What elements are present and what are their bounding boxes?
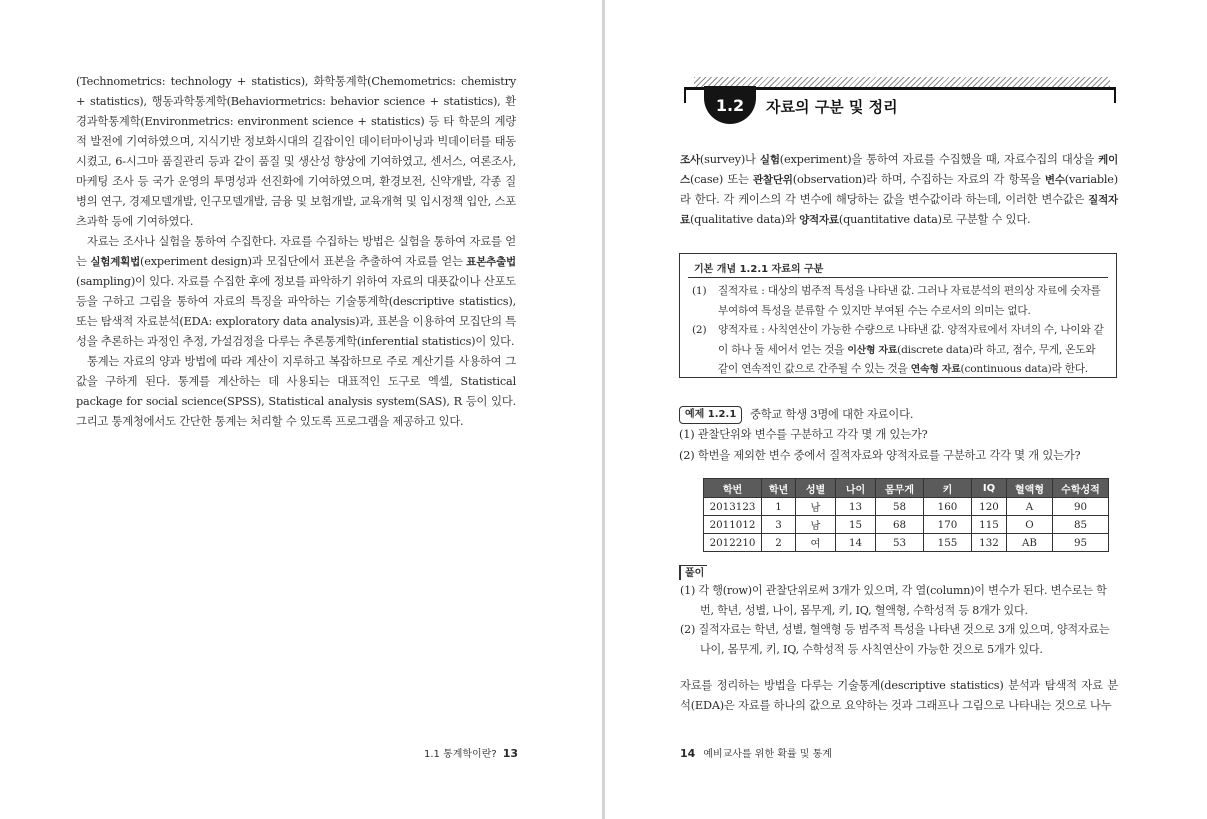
text-run: (survey)나 [699,153,760,166]
cell: 132 [972,534,1007,552]
cell: 95 [1053,534,1109,552]
page-number: 13 [502,747,519,760]
table-header-row [704,479,1109,498]
col-header: 몸무게 [876,479,924,498]
table-row [704,498,1109,516]
concept-item-1 [690,282,1108,321]
text-run: (sampling)이 있다. 자료를 수집한 후에 정보를 파악하기 위하여 자료의 대푯값이나 산포도 등을 구하고 그림을 통하여 자료의 특징을 파악하는 기술통계학(descriptive statistics), 또는 탐색적 자료분석(EDA: exploratory data analysis)과, 표본을 이용하여 모집단의 특성을 추론하는 과정인 추정, 가설검정을 다루는 추론통계학(inferential statistics)이 있다. [76,275,516,348]
text-run: 양적자료 : 사칙연산이 가능한 수량으로 나타낸 값. 양적자료에서 자녀의 수, 나이와 같이 하나 둘 세어서 얻는 것을 [718,324,1104,356]
cell: 14 [836,534,876,552]
cell: 2013123 [704,498,762,516]
example-question-2: (2) 학번을 제외한 변수 중에서 질적자료와 양적자료를 구분하고 각각 몇 개 있는가? [679,449,1081,462]
section-header-tick-right [1114,87,1116,103]
text-run: (variable)라 한다. 각 케이스의 각 변수에 해당하는 값을 변수값이라 하는데, 이러한 변수값은 [680,173,1118,206]
left-body-text [76,72,516,432]
solution-block [680,581,1118,659]
cell: 남 [796,516,836,534]
cell: 115 [972,516,1007,534]
col-header: 혈액형 [1007,479,1053,498]
solution-line-2: (2) 질적자료는 학년, 성별, 혈액형 등 범주적 특성을 나타낸 것으로 3개 있으며, 양적자료는 나이, 몸무게, 키, IQ, 수학성적 등 사칙연산이 가능한 것으로 5개가 있다. [680,623,1110,656]
solution-line-1: (1) 각 행(row)이 관찰단위로써 3개가 있으며, 각 열(column)이 변수가 된다. 변수로는 학번, 학년, 성별, 나이, 몸무게, 키, IQ, 혈액형, 수학성적 등 8개가 있다. [680,584,1107,617]
term-continuous: 연속형 자료 [910,364,961,375]
section-header-hatch [694,77,1110,87]
text-run: (experiment)을 통하여 자료를 수집했을 때, 자료수집의 대상을 [779,153,1099,166]
cell: 160 [924,498,972,516]
cell: 2011012 [704,516,762,534]
term-case: 케이스 [680,154,1119,186]
col-header: 나이 [836,479,876,498]
cell: 90 [1053,498,1109,516]
concept-items [690,282,1108,380]
term-experiment-design: 실험계획법 [90,256,141,268]
page-divider [602,0,605,819]
page-number: 14 [680,747,696,760]
cell: 2 [762,534,796,552]
example-intro: 중학교 학생 3명에 대한 자료이다. [750,408,914,421]
example-badge: 예제 1.2.1 [679,406,742,424]
closing-paragraph: 자료를 정리하는 방법을 다루는 기술통계(descriptive statistics) 분석과 탐색적 자료 분석(EDA)은 자료를 하나의 값으로 요약하는 것과 그래프나 그림으로 나타내는 것으로 나누 [680,679,1118,712]
cell: AB [1007,534,1053,552]
term-experiment: 실험 [759,154,780,166]
cell: 13 [836,498,876,516]
left-footer [424,745,518,760]
concept-box [679,253,1117,378]
cell: 남 [796,498,836,516]
cell: O [1007,516,1053,534]
cell: 3 [762,516,796,534]
section-header-tick-left [684,87,686,103]
right-page [606,0,1207,819]
left-paragraph-2 [76,232,516,352]
text-run: (continuous data)라 한다. [960,363,1088,375]
term-observation: 관찰단위 [752,174,793,186]
col-header: 성별 [796,479,836,498]
col-header: 수학성적 [1053,479,1109,498]
item-text: 질적자료 : 대상의 범주적 특성을 나타낸 값. 그러나 자료분석의 편의상 자료에 숫자를 부여하여 특성을 분류할 수 있지만 부여된 수는 수로서의 의미는 없다. [718,285,1101,317]
term-qualitative: 질적자료 [680,194,1118,226]
term-sampling: 표본추출법 [466,256,516,268]
term-discrete: 이산형 자료 [847,344,898,356]
student-data-table [703,478,1109,552]
intro-paragraph [680,150,1118,230]
text-run: (quantitative data)로 구분할 수 있다. [838,213,1031,226]
cell: 68 [876,516,924,534]
term-survey: 조사 [680,154,700,166]
term-quantitative: 양적자료 [799,214,839,226]
cell: 53 [876,534,924,552]
left-paragraph-3: 통계는 자료의 양과 방법에 따라 계산이 지루하고 복잡하므로 주로 계산기를 사용하여 그 값을 구하게 된다. 통계를 계산하는 데 사용되는 대표적인 도구로 엑셀, Statistical package for social science(SPSS), Statistical analysis system(SAS), R 등이 있다. 그리고 통계청에서도 간단한 통계는 처리할 수 있도록 프로그램을 제공하고 있다. [76,355,516,428]
left-paragraph-1: (Technometrics: technology + statistics), 화학통계학(Chemometrics: chemistry + statistics), 행동과학통계학(Behaviormetrics: behavior science + statistics), 환경과학통계학(Environmetrics: environment science + statistics) 등 타 학문의 계량적 발전에 기여하였으며, 지식기반 정보화시대의 길잡이인 데이터마이닝과 빅데이터를 태동시켰고, 6-시그마 품질관리 등과 같이 품질 및 생산성 향상에 기여하였고, 센서스, 여론조사, 마케팅 조사 등 국가 운영의 투명성과 선진화에 기여하였으며, 환경보전, 신약개발, 각종 질병의 연구, 경제모델개발, 인구모델개발, 금융 및 보험개발, 교육개혁 및 입시정책 입안, 스포츠과학 등에 기여하였다. [76,75,516,228]
section-title: 자료의 구분 및 정리 [766,98,898,116]
cell: 85 [1053,516,1109,534]
book-title-label: 예비교사를 위한 확률 및 통계 [703,749,832,760]
text-run: (experiment design)과 모집단에서 표본을 추출하여 자료를 얻는 [140,255,467,268]
concept-title: 기본 개념 1.2.1 자료의 구분 [694,264,824,275]
example-question-1: (1) 관찰단위와 변수를 구분하고 각각 몇 개 있는가? [679,428,928,441]
col-header: 학년 [762,479,796,498]
solution-badge: 풀이 [679,565,707,580]
concept-item-2 [690,321,1108,380]
table-row [704,534,1109,552]
text-run: (qualitative data)와 [689,213,800,226]
section-number-badge: 1.2 [704,86,756,124]
cell: 120 [972,498,1007,516]
col-header: 키 [924,479,972,498]
cell: 155 [924,534,972,552]
left-page [0,0,603,819]
cell: A [1007,498,1053,516]
concept-divider [688,277,1108,278]
col-header: 학번 [704,479,762,498]
col-header: IQ [972,479,1007,498]
term-variable: 변수 [1044,174,1065,186]
cell: 여 [796,534,836,552]
text-run: (discrete data)라 하고, 점수, 무게, 온도와 같이 연속적인 값으로 간주될 수 있는 것을 [718,343,1096,375]
running-header-label: 1.1 통계학이란? [424,749,497,760]
item-label: (2) [692,324,707,336]
cell: 1 [762,498,796,516]
text-run: 자료는 조사나 실험을 통하여 수집한다. 자료를 수집하는 방법은 실험을 통하여 자료를 얻는 [76,235,516,268]
cell: 170 [924,516,972,534]
item-label: (1) [692,285,707,297]
cell: 58 [876,498,924,516]
cell: 15 [836,516,876,534]
table-row [704,516,1109,534]
text-run: (observation)라 하며, 수집하는 자료의 각 항목을 [792,173,1045,186]
right-footer [680,745,832,760]
text-run: (case) 또는 [689,173,753,186]
cell: 2012210 [704,534,762,552]
